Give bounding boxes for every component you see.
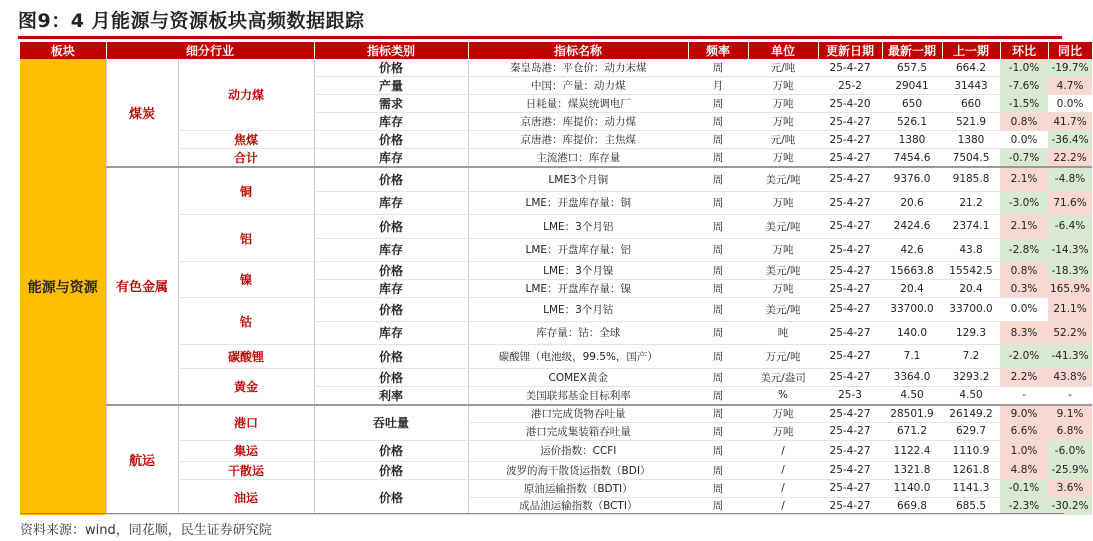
unit-cell: /: [748, 497, 818, 515]
indicator-name: LME3个月铜: [468, 167, 688, 191]
freq-cell: 周: [688, 497, 748, 515]
unit-cell: 万吨: [748, 95, 818, 113]
category-cell: 库存: [314, 238, 468, 262]
category-cell: 价格: [314, 368, 468, 386]
category-cell: 吞吐量: [314, 405, 468, 441]
unit-cell: 元/吨: [748, 59, 818, 77]
prev-cell: 7504.5: [942, 149, 1000, 168]
sub-industry-cell: 合计: [178, 149, 314, 168]
date-cell: 25-2: [818, 77, 882, 95]
indicator-name: LME：3个月镍: [468, 262, 688, 280]
category-cell: 价格: [314, 215, 468, 239]
prev-cell: 7.2: [942, 345, 1000, 369]
unit-cell: 万吨: [748, 77, 818, 95]
latest-cell: 33700.0: [882, 298, 942, 322]
date-cell: 25-4-27: [818, 405, 882, 423]
table-row: [20, 215, 1092, 239]
unit-cell: 美元/盎司: [748, 368, 818, 386]
mom-cell: 0.8%: [1000, 113, 1048, 131]
prev-cell: 2374.1: [942, 215, 1000, 239]
unit-cell: 美元/吨: [748, 298, 818, 322]
yoy-cell: -6.0%: [1048, 440, 1092, 461]
latest-cell: 9376.0: [882, 167, 942, 191]
freq-cell: 周: [688, 423, 748, 441]
category-cell: 利率: [314, 386, 468, 405]
date-cell: 25-4-27: [818, 191, 882, 215]
table-row: [20, 368, 1092, 386]
unit-cell: %: [748, 386, 818, 405]
yoy-cell: 3.6%: [1048, 479, 1092, 497]
table-row: [20, 405, 1092, 423]
yoy-cell: 9.1%: [1048, 405, 1092, 423]
yoy-cell: -36.4%: [1048, 131, 1092, 149]
indicator-name: 日耗量：煤炭统调电厂: [468, 95, 688, 113]
freq-cell: 周: [688, 479, 748, 497]
category-cell: 价格: [314, 479, 468, 514]
yoy-cell: -6.4%: [1048, 215, 1092, 239]
yoy-cell: 52.2%: [1048, 321, 1092, 345]
mom-cell: -1.0%: [1000, 59, 1048, 77]
latest-cell: 7454.6: [882, 149, 942, 168]
date-cell: 25-4-27: [818, 497, 882, 515]
date-cell: 25-4-27: [818, 149, 882, 168]
prev-cell: 15542.5: [942, 262, 1000, 280]
indicator-name: 碳酸锂（电池级，99.5%，国产）: [468, 345, 688, 369]
category-cell: 库存: [314, 191, 468, 215]
latest-cell: 1122.4: [882, 440, 942, 461]
date-cell: 25-4-20: [818, 95, 882, 113]
figure-title: 图9：4 月能源与资源板块高频数据跟踪: [18, 10, 365, 32]
table-row: [20, 440, 1092, 461]
prev-cell: 660: [942, 95, 1000, 113]
sub-industry-cell: 干散运: [178, 461, 314, 479]
freq-cell: 周: [688, 167, 748, 191]
category-cell: 价格: [314, 461, 468, 479]
mom-cell: -7.6%: [1000, 77, 1048, 95]
latest-cell: 4.50: [882, 386, 942, 405]
header-yoy: 同比: [1048, 42, 1092, 59]
freq-cell: 周: [688, 262, 748, 280]
freq-cell: 周: [688, 191, 748, 215]
prev-cell: 1110.9: [942, 440, 1000, 461]
yoy-cell: 6.8%: [1048, 423, 1092, 441]
date-cell: 25-4-27: [818, 345, 882, 369]
header-mom: 环比: [1000, 42, 1048, 59]
table-row: [20, 149, 1092, 168]
latest-cell: 42.6: [882, 238, 942, 262]
mom-cell: 1.0%: [1000, 440, 1048, 461]
sub-industry-cell: 集运: [178, 440, 314, 461]
yoy-cell: 43.8%: [1048, 368, 1092, 386]
table-row: [20, 131, 1092, 149]
indicator-name: 成品油运输指数（BCTI）: [468, 497, 688, 515]
industry-cell: 航运: [106, 405, 178, 515]
data-table: [20, 42, 1093, 515]
category-cell: 价格: [314, 345, 468, 369]
yoy-cell: -4.8%: [1048, 167, 1092, 191]
indicator-name: LME：开盘库存量：铜: [468, 191, 688, 215]
title-rule: [18, 36, 1062, 39]
yoy-cell: 165.9%: [1048, 280, 1092, 298]
indicator-name: LME：开盘库存量：镍: [468, 280, 688, 298]
sub-industry-cell: 镍: [178, 262, 314, 298]
yoy-cell: 0.0%: [1048, 95, 1092, 113]
mom-cell: -3.0%: [1000, 191, 1048, 215]
mom-cell: -1.5%: [1000, 95, 1048, 113]
prev-cell: 31443: [942, 77, 1000, 95]
unit-cell: /: [748, 440, 818, 461]
board-cell: 能源与资源: [20, 59, 106, 515]
yoy-cell: -: [1048, 386, 1092, 405]
indicator-name: LME：开盘库存量：铝: [468, 238, 688, 262]
prev-cell: 4.50: [942, 386, 1000, 405]
sub-industry-cell: 铝: [178, 215, 314, 262]
header-freq: 频率: [688, 42, 748, 59]
table-row: [20, 461, 1092, 479]
unit-cell: 万吨: [748, 238, 818, 262]
prev-cell: 20.4: [942, 280, 1000, 298]
date-cell: 25-4-27: [818, 423, 882, 441]
unit-cell: 美元/吨: [748, 167, 818, 191]
table-row: [20, 298, 1092, 322]
latest-cell: 20.6: [882, 191, 942, 215]
mom-cell: -2.8%: [1000, 238, 1048, 262]
date-cell: 25-4-27: [818, 131, 882, 149]
sub-industry-cell: 油运: [178, 479, 314, 514]
latest-cell: 2424.6: [882, 215, 942, 239]
yoy-cell: -41.3%: [1048, 345, 1092, 369]
freq-cell: 周: [688, 215, 748, 239]
prev-cell: 33700.0: [942, 298, 1000, 322]
mom-cell: 4.8%: [1000, 461, 1048, 479]
unit-cell: 吨: [748, 321, 818, 345]
mom-cell: 8.3%: [1000, 321, 1048, 345]
category-cell: 库存: [314, 113, 468, 131]
category-cell: 库存: [314, 280, 468, 298]
header-prev: 上一期: [942, 42, 1000, 59]
date-cell: 25-3: [818, 386, 882, 405]
yoy-cell: -25.9%: [1048, 461, 1092, 479]
latest-cell: 526.1: [882, 113, 942, 131]
indicator-name: 秦皇岛港：平仓价：动力末煤: [468, 59, 688, 77]
freq-cell: 周: [688, 280, 748, 298]
category-cell: 价格: [314, 262, 468, 280]
prev-cell: 1261.8: [942, 461, 1000, 479]
latest-cell: 1321.8: [882, 461, 942, 479]
indicator-name: 主流港口：库存量: [468, 149, 688, 168]
date-cell: 25-4-27: [818, 321, 882, 345]
latest-cell: 650: [882, 95, 942, 113]
yoy-cell: -18.3%: [1048, 262, 1092, 280]
unit-cell: 元/吨: [748, 131, 818, 149]
unit-cell: 万吨: [748, 280, 818, 298]
table-row: [20, 345, 1092, 369]
mom-cell: -2.0%: [1000, 345, 1048, 369]
indicator-name: 美国联邦基金目标利率: [468, 386, 688, 405]
prev-cell: 21.2: [942, 191, 1000, 215]
indicator-name: 原油运输指数（BDTI）: [468, 479, 688, 497]
prev-cell: 521.9: [942, 113, 1000, 131]
category-cell: 价格: [314, 298, 468, 322]
table-row: [20, 479, 1092, 497]
table-header: [20, 42, 1092, 59]
sub-industry-cell: 碳酸锂: [178, 345, 314, 369]
date-cell: 25-4-27: [818, 113, 882, 131]
sub-industry-cell: 焦煤: [178, 131, 314, 149]
yoy-cell: 21.1%: [1048, 298, 1092, 322]
mom-cell: 6.6%: [1000, 423, 1048, 441]
date-cell: 25-4-27: [818, 298, 882, 322]
mom-cell: -0.1%: [1000, 479, 1048, 497]
mom-cell: -0.7%: [1000, 149, 1048, 168]
table-row: [20, 167, 1092, 191]
header-name: 指标名称: [468, 42, 688, 59]
industry-cell: 有色金属: [106, 167, 178, 405]
mom-cell: 9.0%: [1000, 405, 1048, 423]
indicator-name: 京唐港：库提价：动力煤: [468, 113, 688, 131]
table-row: [20, 59, 1092, 77]
date-cell: 25-4-27: [818, 440, 882, 461]
latest-cell: 669.8: [882, 497, 942, 515]
prev-cell: 9185.8: [942, 167, 1000, 191]
yoy-cell: 71.6%: [1048, 191, 1092, 215]
freq-cell: 周: [688, 345, 748, 369]
yoy-cell: 22.2%: [1048, 149, 1092, 168]
prev-cell: 43.8: [942, 238, 1000, 262]
freq-cell: 周: [688, 298, 748, 322]
header-category: 指标类别: [314, 42, 468, 59]
latest-cell: 29041: [882, 77, 942, 95]
freq-cell: 周: [688, 461, 748, 479]
prev-cell: 129.3: [942, 321, 1000, 345]
freq-cell: 周: [688, 386, 748, 405]
category-cell: 价格: [314, 59, 468, 77]
mom-cell: 0.8%: [1000, 262, 1048, 280]
unit-cell: 美元/吨: [748, 262, 818, 280]
sub-industry-cell: 动力煤: [178, 59, 314, 131]
latest-cell: 15663.8: [882, 262, 942, 280]
mom-cell: 0.0%: [1000, 298, 1048, 322]
yoy-cell: 4.7%: [1048, 77, 1092, 95]
indicator-name: LME：3个月钴: [468, 298, 688, 322]
latest-cell: 28501.9: [882, 405, 942, 423]
indicator-name: 京唐港：库提价：主焦煤: [468, 131, 688, 149]
sub-industry-cell: 港口: [178, 405, 314, 441]
unit-cell: 万吨: [748, 149, 818, 168]
freq-cell: 周: [688, 238, 748, 262]
date-cell: 25-4-27: [818, 461, 882, 479]
header-date: 更新日期: [818, 42, 882, 59]
freq-cell: 周: [688, 59, 748, 77]
mom-cell: 2.2%: [1000, 368, 1048, 386]
freq-cell: 月: [688, 77, 748, 95]
freq-cell: 周: [688, 321, 748, 345]
unit-cell: 万吨: [748, 405, 818, 423]
latest-cell: 657.5: [882, 59, 942, 77]
header-industry: 细分行业: [106, 42, 314, 59]
prev-cell: 685.5: [942, 497, 1000, 515]
prev-cell: 3293.2: [942, 368, 1000, 386]
unit-cell: 万吨: [748, 113, 818, 131]
mom-cell: 0.0%: [1000, 131, 1048, 149]
category-cell: 需求: [314, 95, 468, 113]
prev-cell: 629.7: [942, 423, 1000, 441]
unit-cell: /: [748, 479, 818, 497]
prev-cell: 664.2: [942, 59, 1000, 77]
freq-cell: 周: [688, 149, 748, 168]
indicator-name: 库存量：钴：全球: [468, 321, 688, 345]
indicator-name: COMEX黄金: [468, 368, 688, 386]
sub-industry-cell: 黄金: [178, 368, 314, 405]
category-cell: 库存: [314, 321, 468, 345]
unit-cell: 美元/吨: [748, 215, 818, 239]
yoy-cell: -14.3%: [1048, 238, 1092, 262]
freq-cell: 周: [688, 131, 748, 149]
freq-cell: 周: [688, 405, 748, 423]
indicator-name: 中国：产量：动力煤: [468, 77, 688, 95]
latest-cell: 140.0: [882, 321, 942, 345]
freq-cell: 周: [688, 113, 748, 131]
date-cell: 25-4-27: [818, 59, 882, 77]
mom-cell: 0.3%: [1000, 280, 1048, 298]
table-row: [20, 262, 1092, 280]
latest-cell: 7.1: [882, 345, 942, 369]
category-cell: 价格: [314, 131, 468, 149]
date-cell: 25-4-27: [818, 215, 882, 239]
category-cell: 价格: [314, 440, 468, 461]
latest-cell: 671.2: [882, 423, 942, 441]
date-cell: 25-4-27: [818, 167, 882, 191]
date-cell: 25-4-27: [818, 368, 882, 386]
category-cell: 库存: [314, 149, 468, 168]
mom-cell: -2.3%: [1000, 497, 1048, 515]
industry-cell: 煤炭: [106, 59, 178, 167]
freq-cell: 周: [688, 368, 748, 386]
unit-cell: 万元/吨: [748, 345, 818, 369]
yoy-cell: 41.7%: [1048, 113, 1092, 131]
yoy-cell: -30.2%: [1048, 497, 1092, 515]
yoy-cell: -19.7%: [1048, 59, 1092, 77]
latest-cell: 20.4: [882, 280, 942, 298]
freq-cell: 周: [688, 95, 748, 113]
prev-cell: 1141.3: [942, 479, 1000, 497]
latest-cell: 3364.0: [882, 368, 942, 386]
indicator-name: 波罗的海干散货运指数（BDI）: [468, 461, 688, 479]
unit-cell: /: [748, 461, 818, 479]
mom-cell: 2.1%: [1000, 167, 1048, 191]
indicator-name: LME：3个月铝: [468, 215, 688, 239]
sub-industry-cell: 钴: [178, 298, 314, 345]
mom-cell: 2.1%: [1000, 215, 1048, 239]
indicator-name: 港口完成货物吞吐量: [468, 405, 688, 423]
table-body: [20, 59, 1092, 515]
date-cell: 25-4-27: [818, 238, 882, 262]
bottom-rule: [20, 513, 1064, 514]
latest-cell: 1380: [882, 131, 942, 149]
date-cell: 25-4-27: [818, 280, 882, 298]
header-latest: 最新一期: [882, 42, 942, 59]
indicator-name: 运价指数：CCFI: [468, 440, 688, 461]
unit-cell: 万吨: [748, 191, 818, 215]
header-board: 板块: [20, 42, 106, 59]
indicator-name: 港口完成集装箱吞吐量: [468, 423, 688, 441]
prev-cell: 1380: [942, 131, 1000, 149]
mom-cell: -: [1000, 386, 1048, 405]
source-note: 资料来源：wind，同花顺，民生证券研究院: [20, 523, 272, 538]
prev-cell: 26149.2: [942, 405, 1000, 423]
unit-cell: 万吨: [748, 423, 818, 441]
category-cell: 产量: [314, 77, 468, 95]
header-unit: 单位: [748, 42, 818, 59]
freq-cell: 周: [688, 440, 748, 461]
date-cell: 25-4-27: [818, 479, 882, 497]
category-cell: 价格: [314, 167, 468, 191]
sub-industry-cell: 铜: [178, 167, 314, 215]
date-cell: 25-4-27: [818, 262, 882, 280]
latest-cell: 1140.0: [882, 479, 942, 497]
